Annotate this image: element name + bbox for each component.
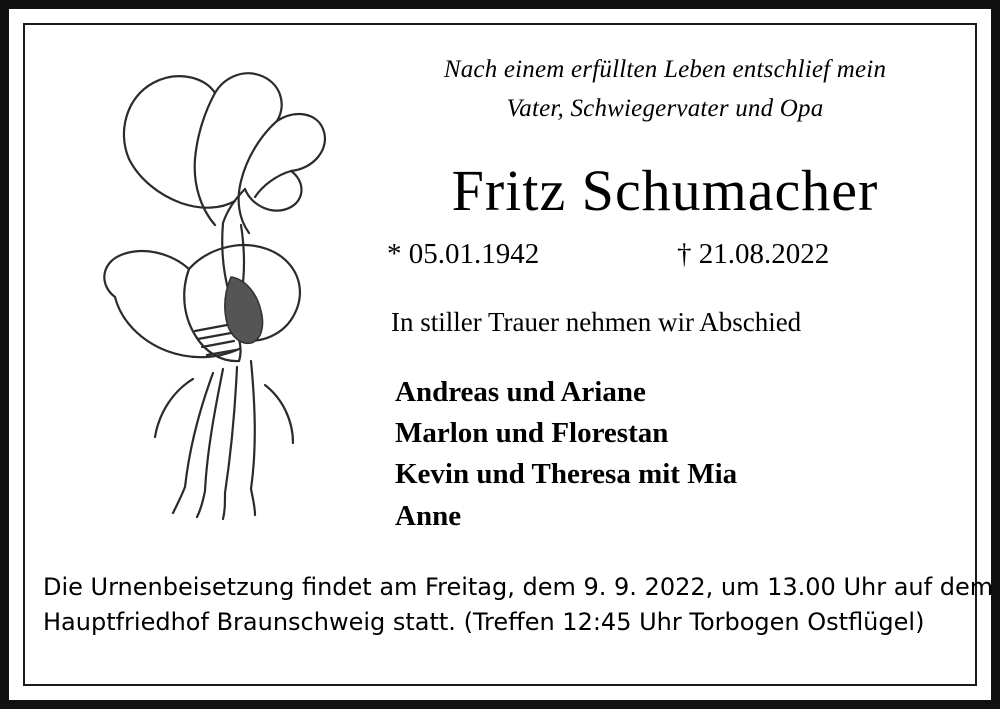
funeral-details (43, 570, 994, 640)
intro-line-2: Vater, Schwiegervater und Opa (506, 94, 824, 122)
family-member-line: Andreas und Ariane (395, 375, 646, 408)
family-member-line: Anne (395, 499, 462, 532)
mourning-text: In stiller Trauer nehmen wir Abschied (391, 306, 802, 337)
family-member-line: Marlon und Florestan (395, 416, 669, 449)
intro-line-1: Nach einem erfüllten Leben entschlief mein (443, 56, 887, 83)
deceased-name: Fritz Schumacher (451, 157, 879, 223)
intro-text (365, 51, 965, 129)
death-date: † 21.08.2022 (677, 237, 830, 270)
family-list (365, 372, 965, 538)
notice-text-block (365, 51, 965, 537)
life-dates (365, 238, 965, 271)
calla-lily-icon (55, 39, 355, 559)
funeral-details-line-1: Die Urnenbeisetzung findet am Freitag, dem 9. 9. 2022, um 13.00 Uhr auf dem (43, 573, 994, 602)
birth-date: * 05.01.1942 (387, 237, 540, 270)
funeral-details-line-2: Hauptfriedhof Braunschweig statt. (Treffen 12:45 Uhr Torbogen Ostflügel) (43, 608, 925, 637)
card-content (25, 25, 994, 684)
family-member-line: Kevin und Theresa mit Mia (395, 458, 738, 491)
